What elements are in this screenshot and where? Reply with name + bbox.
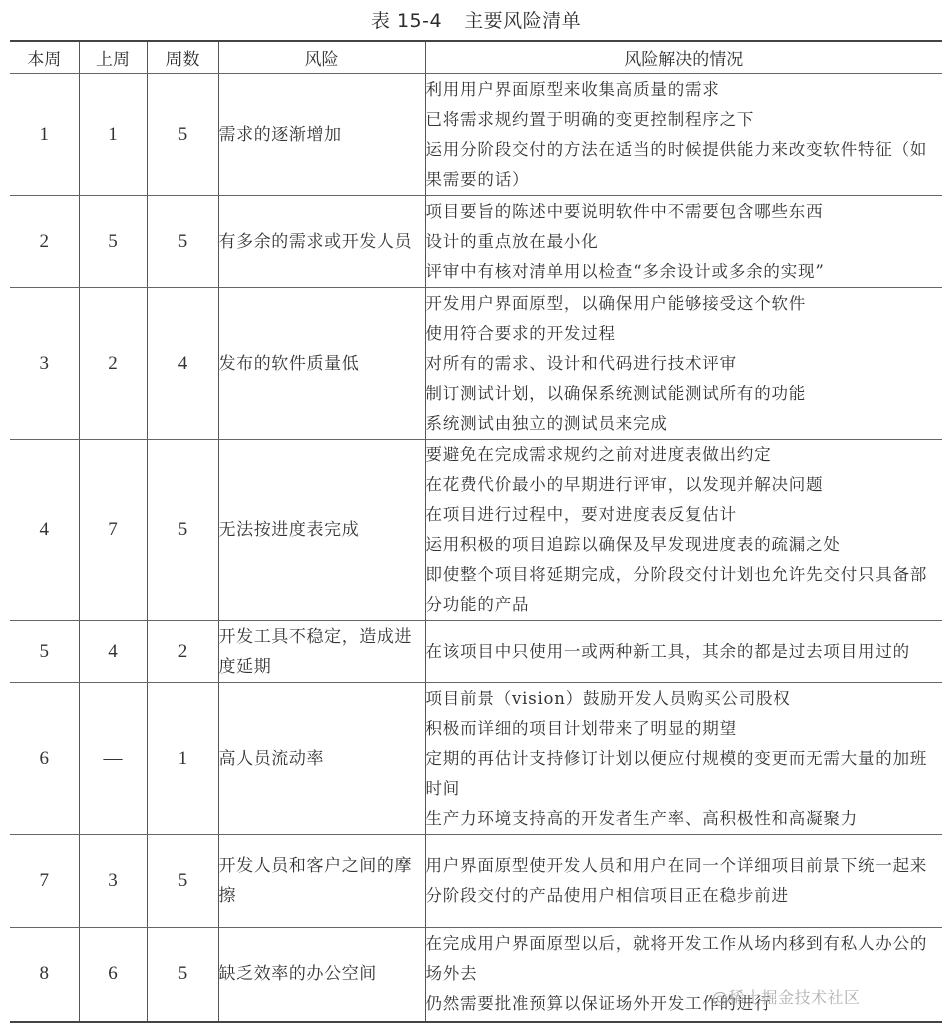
resolution-line: 系统测试由独立的测试员来完成 <box>425 413 668 433</box>
cell-last-week: — <box>79 683 147 835</box>
resolution-line: 在完成用户界面原型以后，就将开发工作从场内移到有私人办公的场外去 <box>425 934 928 984</box>
header-resolution: 风险解决的情况 <box>425 41 942 74</box>
cell-resolution <box>425 621 942 683</box>
cell-risk: 发布的软件质量低 <box>218 288 425 440</box>
table-caption <box>0 6 952 33</box>
resolution-line: 对所有的需求、设计和代码进行技术评审 <box>425 353 737 373</box>
cell-this-week: 6 <box>10 683 79 835</box>
cell-resolution <box>425 288 942 440</box>
resolution-line: 开发用户界面原型，以确保用户能够接受这个软件 <box>425 293 807 313</box>
cell-last-week: 5 <box>79 196 147 288</box>
cell-last-week: 6 <box>79 928 147 1022</box>
caption-number: 表 15-4 <box>370 10 443 32</box>
header-this-week: 本周 <box>10 41 79 74</box>
resolution-line: 即使整个项目将延期完成，分阶段交付计划也允许先交付只具备部分功能的产品 <box>425 565 928 614</box>
cell-last-week: 7 <box>79 440 147 621</box>
resolution-line: 分阶段交付的产品使用户相信项目正在稳步前进 <box>425 886 789 905</box>
resolution-line: 在花费代价最小的早期进行评审，以发现并解决问题 <box>425 475 824 494</box>
cell-weeks: 5 <box>147 440 218 621</box>
cell-this-week: 5 <box>10 621 79 683</box>
cell-this-week: 3 <box>10 288 79 440</box>
cell-risk: 开发人员和客户之间的摩擦 <box>218 835 425 928</box>
resolution-line: 在项目进行过程中，要对进度表反复估计 <box>425 505 737 524</box>
table-row <box>10 196 942 288</box>
cell-weeks: 1 <box>147 683 218 835</box>
resolution-line: 利用用户界面原型来收集高质量的需求 <box>425 79 720 99</box>
cell-this-week: 1 <box>10 74 79 196</box>
resolution-line: 生产力环境支持高的开发者生产率、高积极性和高凝聚力 <box>425 808 858 828</box>
cell-weeks: 5 <box>147 196 218 288</box>
resolution-line: 定期的再估计支持修订计划以便应付规模的变更而无需大量的加班时间 <box>425 748 928 798</box>
table-row <box>10 288 942 440</box>
table-row <box>10 440 942 621</box>
cell-resolution <box>425 683 942 835</box>
risk-list-table <box>10 40 942 1023</box>
cell-weeks: 2 <box>147 621 218 683</box>
resolution-line: 设计的重点放在最小化 <box>425 231 599 251</box>
table-row <box>10 74 942 196</box>
header-risk: 风险 <box>218 41 425 74</box>
table-row <box>10 835 942 928</box>
caption-title: 主要风险清单 <box>464 10 582 32</box>
cell-this-week: 2 <box>10 196 79 288</box>
cell-resolution <box>425 196 942 288</box>
cell-weeks: 5 <box>147 835 218 928</box>
cell-risk: 高人员流动率 <box>218 683 425 835</box>
cell-resolution <box>425 835 942 928</box>
table-row <box>10 683 942 835</box>
resolution-line: 要避免在完成需求规约之前对进度表做出约定 <box>425 445 772 464</box>
cell-this-week: 8 <box>10 928 79 1022</box>
cell-this-week: 7 <box>10 835 79 928</box>
cell-risk: 有多余的需求或开发人员 <box>218 196 425 288</box>
cell-risk: 无法按进度表完成 <box>218 440 425 621</box>
cell-resolution <box>425 440 942 621</box>
cell-resolution <box>425 74 942 196</box>
cell-this-week: 4 <box>10 440 79 621</box>
resolution-line: 使用符合要求的开发过程 <box>425 323 616 343</box>
header-row <box>10 41 942 74</box>
cell-last-week: 4 <box>79 621 147 683</box>
resolution-line: 积极而详细的项目计划带来了明显的期望 <box>425 718 737 738</box>
header-last-week: 上周 <box>79 41 147 74</box>
resolution-line: 项目前景（vision）鼓励开发人员购买公司股权 <box>425 688 791 708</box>
cell-weeks: 5 <box>147 928 218 1022</box>
cell-last-week: 3 <box>79 835 147 928</box>
resolution-line: 项目要旨的陈述中要说明软件中不需要包含哪些东西 <box>425 201 824 221</box>
cell-risk: 缺乏效率的办公空间 <box>218 928 425 1022</box>
resolution-line: 评审中有核对清单用以检查“多余设计或多余的实现” <box>425 261 825 281</box>
cell-risk: 开发工具不稳定，造成进度延期 <box>218 621 425 683</box>
resolution-line: 用户界面原型使开发人员和用户在同一个详细项目前景下统一起来 <box>425 856 928 875</box>
cell-risk: 需求的逐渐增加 <box>218 74 425 196</box>
header-weeks: 周数 <box>147 41 218 74</box>
watermark: @稀土掘金技术社区 <box>712 988 861 1007</box>
resolution-line: 运用分阶段交付的方法在适当的时候提供能力来改变软件特征（如果需要的话） <box>425 139 928 189</box>
cell-last-week: 1 <box>79 74 147 196</box>
cell-last-week: 2 <box>79 288 147 440</box>
resolution-line: 已将需求规约置于明确的变更控制程序之下 <box>425 109 755 129</box>
resolution-line: 仍然需要批准预算以保证场外开发工作的进行 <box>425 994 772 1014</box>
table-row <box>10 621 942 683</box>
cell-weeks: 5 <box>147 74 218 196</box>
resolution-line: 运用积极的项目追踪以确保及早发现进度表的疏漏之处 <box>425 535 841 554</box>
resolution-line: 制订测试计划，以确保系统测试能测试所有的功能 <box>425 383 807 403</box>
resolution-line: 在该项目中只使用一或两种新工具，其余的都是过去项目用过的 <box>425 641 910 661</box>
cell-weeks: 4 <box>147 288 218 440</box>
cell-resolution <box>425 928 942 1022</box>
